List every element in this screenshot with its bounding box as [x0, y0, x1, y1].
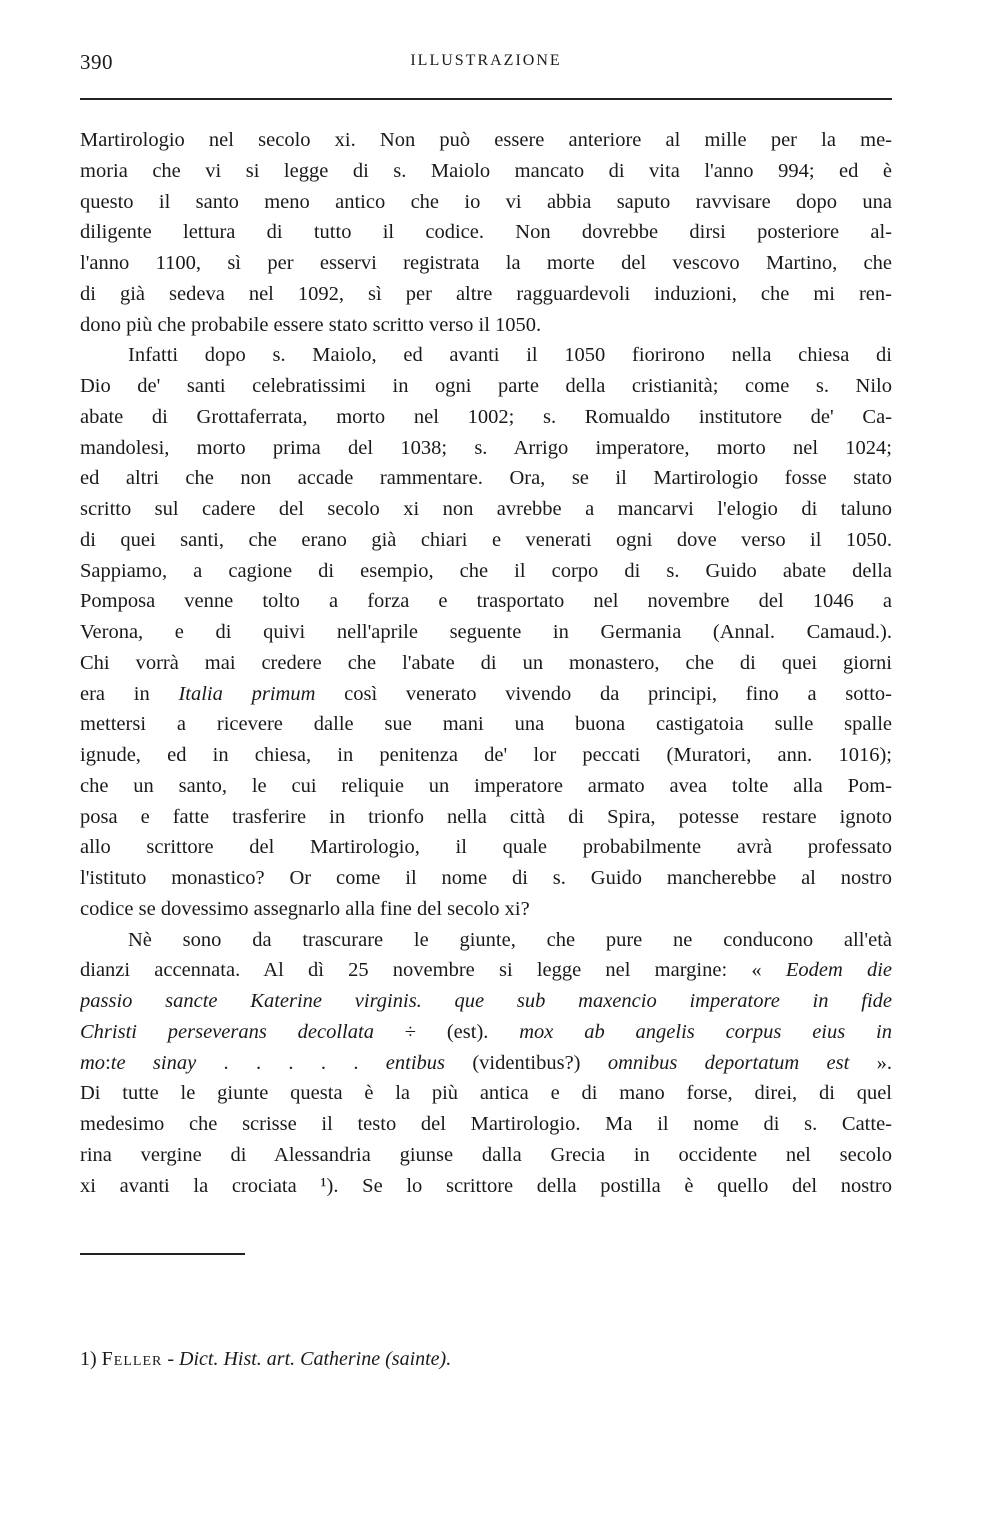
- footnote-rule: [80, 1253, 245, 1255]
- text-line: medesimo che scrisse il testo del Martirologio. Ma il nome di s. Catte-: [80, 1113, 892, 1135]
- footnote-author: Feller: [101, 1348, 163, 1370]
- text-line: l'anno 1100, sì per esservi registrata la morte del vescovo Martino, che: [80, 252, 892, 274]
- italic-quote-line: passio sancte Katerine virginis. que sub maxencio imperatore in fide: [80, 990, 892, 1012]
- footnote: [80, 1345, 892, 1373]
- text-line: moria che vi si legge di s. Maiolo mancato di vita l'anno 994; ed è: [80, 159, 892, 182]
- text-line: Verona, e di quivi nell'aprile seguente in Germania (Annal. Camaud.).: [80, 621, 892, 643]
- footnote-reference: Dict. Hist. art. Catherine (sainte).: [179, 1348, 452, 1370]
- header-rule: [80, 98, 892, 100]
- text-line: codice se dovessimo assegnarlo alla fine del secolo xi?: [80, 897, 530, 920]
- text-line: di già sedeva nel 1092, sì per altre ragguardevoli induzioni, che mi ren-: [80, 282, 892, 305]
- running-title: ILLUSTRAZIONE: [410, 52, 562, 69]
- text-line: abate di Grottaferrata, morto nel 1002; s. Romualdo institutore de' Ca-: [80, 405, 892, 428]
- text-line: questo il santo meno antico che io vi abbia saputo ravvisare dopo una: [80, 190, 892, 213]
- text-line-with-italic: dianzi accennata. Al dì 25 novembre si legge nel margine: « Eodem die: [80, 959, 892, 982]
- text-line: mandolesi, morto prima del 1038; s. Arrigo imperatore, morto nel 1024;: [80, 436, 892, 459]
- text-line: posa e fatte trasferire in trionfo nella città di Spira, potesse restare ignoto: [80, 805, 892, 828]
- text-line-with-italic: Christi perseverans decollata ÷ (est). mox ab angelis corpus eius in: [80, 1020, 892, 1043]
- text-line-with-italic: era in Italia primum così venerato vivendo da principi, fino a sotto-: [80, 682, 892, 705]
- text-line: ed altri che non accade rammentare. Ora, se il Martirologio fosse stato: [80, 467, 892, 490]
- footnote-ref: ¹).: [296, 1174, 363, 1197]
- italic-quote: Eodem die: [785, 959, 892, 982]
- page-number: 390: [80, 50, 113, 74]
- text-line: scritto sul cadere del secolo xi non avrebbe a mancarvi l'elogio di taluno: [80, 498, 892, 520]
- text-line: allo scrittore del Martirologio, il quale probabilmente avrà professato: [80, 836, 892, 859]
- text-line: dono più che probabile essere stato scritto verso il 1050.: [80, 313, 542, 336]
- text-line: di quei santi, che erano già chiari e venerati ogni dove verso il 1050.: [80, 528, 892, 551]
- text-line: diligente lettura di tutto il codice. Non dovrebbe dirsi posteriore al-: [80, 221, 892, 244]
- text-line: che un santo, le cui reliquie un imperatore armato avea tolte alla Pom-: [80, 774, 892, 797]
- footnote-number: 1): [80, 1348, 97, 1370]
- text-line: rina vergine di Alessandria giunse dalla Grecia in occidente nel secolo: [80, 1143, 892, 1166]
- text-line: Di tutte le giunte questa è la più antica e di mano forse, direi, di quel: [80, 1082, 892, 1105]
- text-line: Sappiamo, a cagione di esempio, che il corpo di s. Guido abate della: [80, 559, 892, 582]
- text-line: ignude, ed in chiesa, in penitenza de' lor peccati (Muratori, ann. 1016);: [80, 744, 892, 766]
- paragraph-start-line: Nè sono da trascurare le giunte, che pure ne conducono all'età: [128, 928, 892, 951]
- main-text: [80, 125, 892, 1201]
- text-line: l'istituto monastico? Or come il nome di s. Guido mancherebbe al nostro: [80, 867, 892, 889]
- text-line: mettersi a ricevere dalle sue mani una buona castigatoia sulle spalle: [80, 713, 892, 736]
- footnote-separator: -: [162, 1348, 180, 1370]
- text-line: Chi vorrà mai credere che l'abate di un monastero, che di quei giorni: [80, 651, 892, 674]
- text-line-with-footnote-ref: xi avanti la crociata ¹). Se lo scrittore della postilla è quello del nostro: [80, 1174, 892, 1197]
- text-line-with-italic: mo:te sinay . . . . . entibus (videntibus?) omnibus deportatum est ».: [80, 1051, 892, 1074]
- text-line: Martirologio nel secolo xi. Non può essere anteriore al mille per la me-: [80, 129, 892, 151]
- italic-quote: Italia primum: [178, 682, 316, 705]
- text-line: Pomposa venne tolto a forza e trasportato nel novembre del 1046 a: [80, 590, 892, 613]
- paragraph-start-line: Infatti dopo s. Maiolo, ed avanti il 1050 fiorirono nella chiesa di: [128, 344, 892, 367]
- text-line: Dio de' santi celebratissimi in ogni parte della cristianità; come s. Nilo: [80, 375, 892, 397]
- page-header: [80, 50, 892, 90]
